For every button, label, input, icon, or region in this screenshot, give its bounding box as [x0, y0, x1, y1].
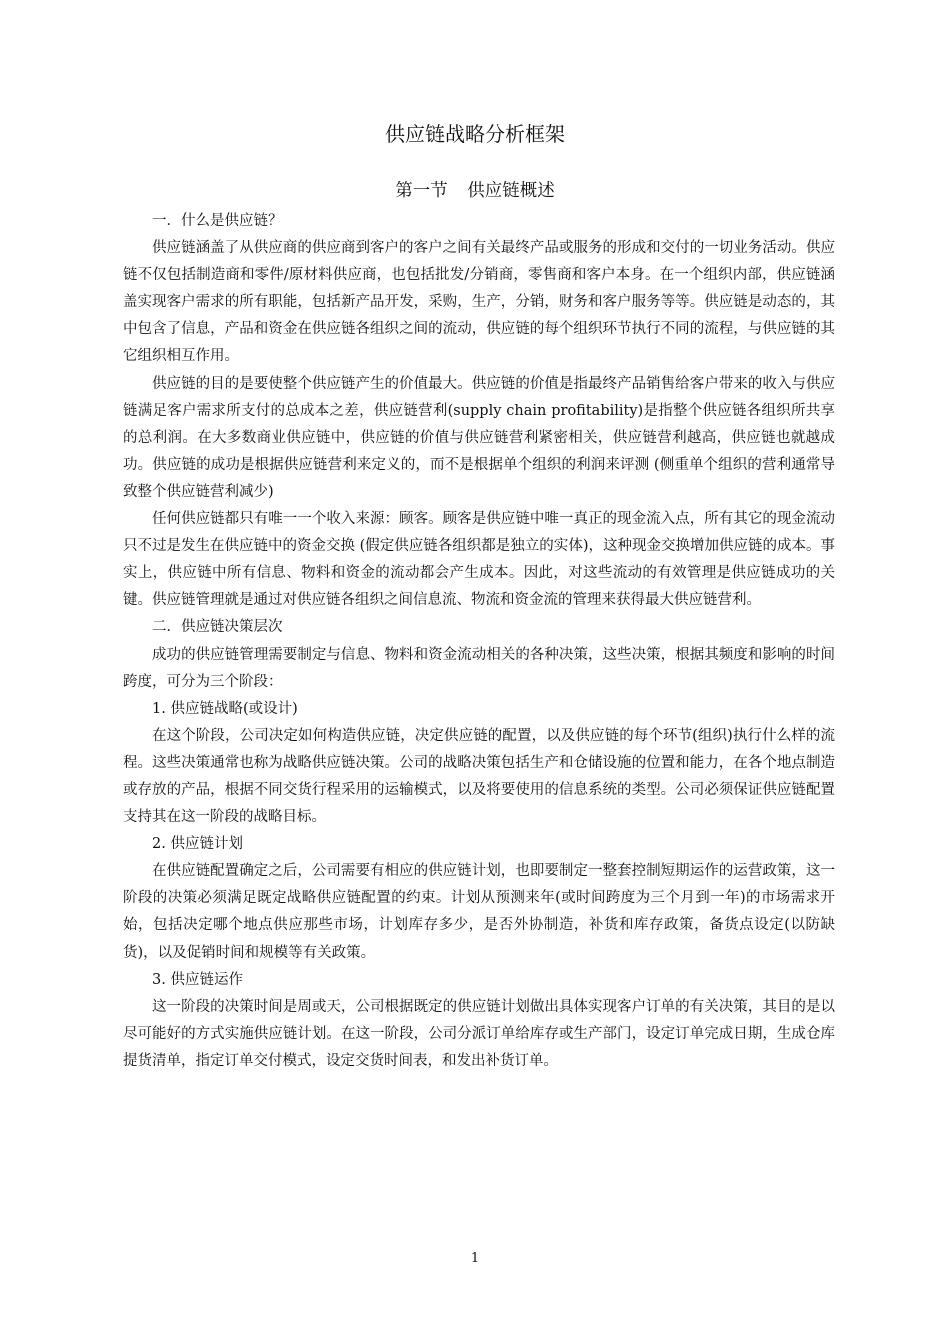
paragraph: 供应链的目的是要使整个供应链产生的价值最大。供应链的价值是指最终产品销售给客户带来的收入与供应链满足客户需求所支付的总成本之差，供应链营利(supply chain profitability)是指整个供应链各组织所共享的总利润。在大多数商业供应链中，供应链的价值与供应链营利紧密相关，供应链营利越高，供应链也就越成功。供应链的成功是根据供应链营利来定义的，而不是根据单个组织的利润来评测 (侧重单个组织的营利通常导致整个供应链营利减少): [123, 375, 835, 500]
paragraph: 任何供应链都只有唯一一个收入来源：顾客。顾客是供应链中唯一真正的现金流入点，所有其它的现金流动只不过是发生在供应链中的资金交换 (假定供应链各组织都是独立的实体)，这种现金交换增加供应链的成本。事实上，供应链中所有信息、物料和资金的流动都会产生成本。因此，对这些流动的有效管理是供应链成功的关键。供应链管理就是通过对供应链各组织之间信息流、物流和资金流的管理来获得最大供应链营利。: [123, 511, 835, 609]
paragraph: 在这个阶段，公司决定如何构造供应链，决定供应链的配置，以及供应链的每个环节(组织)执行什么样的流程。这些决策通常也称为战略供应链决策。公司的战略决策包括生产和仓储设施的位置和能力，在各个地点制造或存放的产品，根据不同交货行程采用的运输模式，以及将要使用的信息系统的类型。公司必须保证供应链配置支持其在这一阶段的战略目标。: [123, 727, 835, 826]
page-number: 1: [470, 1251, 480, 1266]
heading-what-is-supply-chain: 一．什么是供应链？: [152, 213, 283, 229]
subheading-operation: 3. 供应链运作: [152, 971, 243, 988]
paragraph: 这一阶段的决策时间是周或天，公司根据既定的供应链计划做出具体实现客户订单的有关决策，其目的是以尽可能好的方式实施供应链计划。在这一阶段，公司分派订单给库存或生产部门，设定订单完成日期，生成仓库提货清单，指定订单交付模式，设定交货时间表，和发出补货订单。: [123, 998, 835, 1069]
heading-decision-levels: 二．供应链决策层次: [152, 619, 283, 636]
document-title: 供应链战略分析框架: [385, 122, 565, 146]
subheading-planning: 2. 供应链计划: [152, 836, 243, 853]
section-title: 第一节 供应链概述: [395, 181, 555, 201]
paragraph: 成功的供应链管理需要制定与信息、物料和资金流动相关的各种决策，这些决策，根据其频度和影响的时间跨度，可分为三个阶段：: [123, 646, 835, 690]
paragraph: 在供应链配置确定之后，公司需要有相应的供应链计划，也即要制定一整套控制短期运作的运营政策，这一阶段的决策必须满足既定战略供应链配置的约束。计划从预测来年(或时间跨度为三个月到一年)的市场需求开始，包括决定哪个地点供应那些市场，计划库存多少，是否外协制造，补货和库存政策，备货点设定(以防缺货)，以及促销时间和规模等有关政策。: [123, 863, 835, 961]
document-body: [123, 208, 835, 1075]
subheading-strategy: 1. 供应链战略(或设计): [152, 700, 298, 717]
paragraph: 供应链涵盖了从供应商的供应商到客户的客户之间有关最终产品或服务的形成和交付的一切业务活动。供应链不仅包括制造商和零件/原材料供应商，也包括批发/分销商，零售商和客户本身。在一个组织内部，供应链涵盖实现客户需求的所有职能，包括新产品开发，采购，生产，分销，财务和客户服务等等。供应链是动态的，其中包含了信息，产品和资金在供应链各组织之间的流动，供应链的每个组织环节执行不同的流程，与供应链的其它组织相互作用。: [123, 240, 835, 365]
